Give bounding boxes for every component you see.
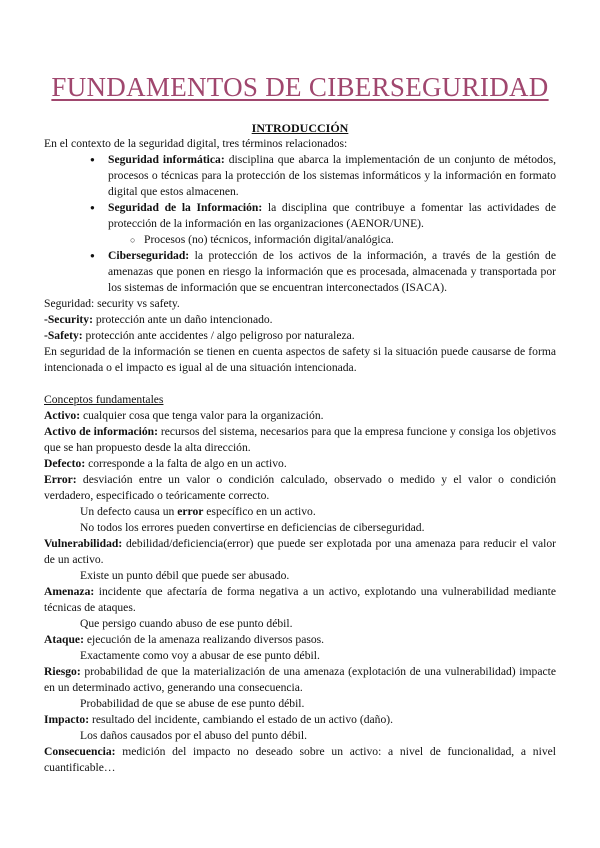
term-item <box>44 152 556 200</box>
sub-item: ○ Procesos (no) técnicos, información digital/analógica. <box>44 232 556 248</box>
term-text: medición del impacto no deseado sobre un activo: a nivel de funcionalidad, a nivel cuantificable… <box>44 745 556 774</box>
concepts-heading: Conceptos fundamentales <box>44 393 164 406</box>
term-item <box>44 248 556 296</box>
term-label: Vulnerabilidad: <box>44 537 123 550</box>
security-vs-safety: Seguridad: security vs safety. <box>44 297 180 310</box>
concept-note: No todos los errores pueden convertirse en deficiencias de ciberseguridad. <box>80 521 425 534</box>
concept-vulnerabilidad <box>44 536 556 568</box>
term-label: Impacto: <box>44 713 90 726</box>
note-text: específico en un activo. <box>203 505 316 518</box>
term-label: Defecto: <box>44 457 86 470</box>
term-label: Riesgo: <box>44 665 81 678</box>
term-label: Error: <box>44 473 77 486</box>
term-text: cualquier cosa que tenga valor para la organización. <box>80 409 324 422</box>
term-text: probabilidad de que la materialización de una amenaza (explotación de una vulnerabilidad) impacte en un determinado activo, generando una consecuencia. <box>44 665 556 694</box>
term-label: Ataque: <box>44 633 84 646</box>
term-label: Activo de información: <box>44 425 158 438</box>
intro-heading: INTRODUCCIÓN <box>251 121 349 135</box>
concept-amenaza <box>44 584 556 616</box>
concept-error <box>44 472 556 504</box>
intro-text: En el contexto de la seguridad digital, tres términos relacionados: <box>44 137 348 150</box>
term-label: -Safety: <box>44 329 83 342</box>
term-text: ejecución de la amenaza realizando diversos pasos. <box>83 633 325 646</box>
term-label: Seguridad de la Información: <box>108 201 263 214</box>
term-text: incidente que afectaría de forma negativa a un activo, explotando una vulnerabilidad mediante técnicas de ataques. <box>44 585 556 614</box>
concept-impacto <box>44 712 556 728</box>
note-text: Un defecto causa un <box>80 505 178 518</box>
safety-note: En seguridad de la información se tienen en cuenta aspectos de safety si la situación puede causarse de forma intencionada o el impacto es igual al de una situación intencionada. <box>44 345 556 374</box>
term-label: Ciberseguridad: <box>108 249 190 262</box>
term-item <box>44 200 556 232</box>
term-text: disciplina que abarca la implementación de un conjunto de métodos, procesos o técnicas para la protección de los sistemas informáticos y la información en formato digital que estos almacenen. <box>108 153 557 198</box>
concept-note: Exactamente como voy a abusar de ese punto débil. <box>80 649 320 662</box>
term-text: recursos del sistema, necesarios para que la empresa funcione y consiga los objetivos que se han propuesto desde la alta dirección. <box>44 425 556 454</box>
term-label: Amenaza: <box>44 585 95 598</box>
term-label: -Security: <box>44 313 93 326</box>
term-label: Activo: <box>44 409 81 422</box>
concept-riesgo <box>44 664 556 696</box>
concept-note: Probabilidad de que se abuse de ese punto débil. <box>80 697 305 710</box>
term-text: protección ante un daño intencionado. <box>92 313 273 326</box>
document-title: FUNDAMENTOS DE CIBERSEGURIDAD <box>51 72 549 102</box>
term-text: resultado del incidente, cambiando el estado de un activo (daño). <box>89 713 393 726</box>
security-def <box>44 312 556 328</box>
terms-list <box>44 152 556 296</box>
term-text: la protección de los activos de la información, a través de la gestión de amenazas que ponen en riesgo la información que es procesada, almacenada y transportada por los sistemas de información que se encuentran interconectados (ISACA). <box>108 249 556 294</box>
concept-note: Los daños causados por el abuso del punto débil. <box>80 729 308 742</box>
safety-def <box>44 328 556 344</box>
concept-note: Que persigo cuando abuso de ese punto débil. <box>80 617 293 630</box>
concept-consecuencia <box>44 744 556 776</box>
concept-note <box>44 504 556 520</box>
concept-activo <box>44 408 556 424</box>
term-label: Consecuencia: <box>44 745 116 758</box>
term-text: desviación entre un valor o condición calculado, observado o medido y el valor o condición verdadero, especificado o teóricamente correcto. <box>44 473 556 502</box>
concept-defecto <box>44 456 556 472</box>
concept-activo-informacion <box>44 424 556 456</box>
concept-note: Existe un punto débil que puede ser abusado. <box>80 569 290 582</box>
term-label: Seguridad informática: <box>108 153 225 166</box>
term-text: protección ante accidentes / algo peligroso por naturaleza. <box>82 329 355 342</box>
term-text: debilidad/deficiencia(error) que puede ser explotada por una amenaza para reducir el valor de un activo. <box>44 537 556 566</box>
note-bold: error <box>177 505 204 518</box>
term-text: corresponde a la falta de algo en un activo. <box>85 457 287 470</box>
document-body <box>44 120 556 776</box>
term-text: la disciplina que contribuye a fomentar las actividades de protección de la información en las organizaciones (AENOR/UNE). <box>108 201 556 230</box>
concept-ataque <box>44 632 556 648</box>
